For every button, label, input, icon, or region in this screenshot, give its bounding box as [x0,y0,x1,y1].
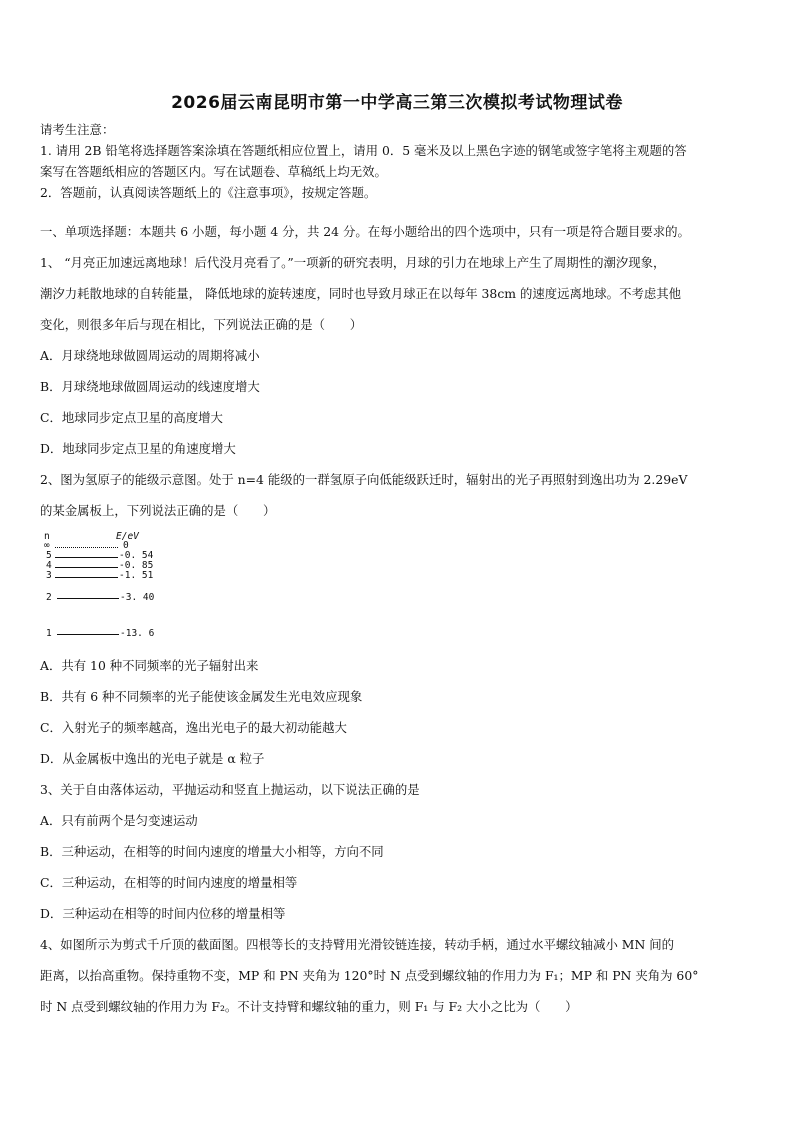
q2-option-a: A．共有 10 种不同频率的光子辐射出来 [40,658,259,673]
level-e-2: -3. 40 [120,592,155,603]
q1-option-d: D．地球同步定点卫星的角速度增大 [40,441,236,456]
n-axis-label: n [44,531,50,542]
q4-stem-line1: 4、如图所示为剪式千斤顶的截面图。四根等长的支持臂用光滑铰链连接，转动手柄，通过水平螺纹轴减小 MN 间的 [40,937,675,952]
q2-option-c: C．入射光子的频率越高，逸出光电子的最大初动能越大 [40,720,347,735]
q2-option-b: B．共有 6 种不同频率的光子能使该金属发生光电效应现象 [40,689,363,704]
q1-stem-line3: 变化，则很多年后与现在相比，下列说法正确的是（ ） [40,317,363,332]
page-title: 2026届云南昆明市第一中学高三第三次模拟考试物理试卷 [171,93,623,113]
level-e-4: -0. 85 [119,560,154,571]
level-e-3: -1. 51 [119,570,154,581]
q1-option-a: A．月球绕地球做圆周运动的周期将减小 [40,348,260,363]
level-line-4 [55,567,118,568]
notice-item-1b: 案写在答题纸相应的答题区内。写在试题卷、草稿纸上均无效。 [40,164,387,179]
level-e-1: -13. 6 [120,628,155,639]
level-n-2: 2 [46,592,52,603]
q3-option-b: B．三种运动，在相等的时间内速度的增量大小相等，方向不同 [40,844,384,859]
q3-option-c: C．三种运动，在相等的时间内速度的增量相等 [40,875,298,890]
level-n-3: 3 [46,570,52,581]
level-n-5: 5 [46,550,52,561]
section-heading: 一、单项选择题：本题共 6 小题，每小题 4 分，共 24 分。在每小题给出的四个选项中，只有一项是符合题目要求的。 [40,224,690,239]
q2-stem-line1: 2、图为氢原子的能级示意图。处于 n=4 能级的一群氢原子向低能级跃迁时，辐射出的光子再照射到逸出功为 2.29eV [40,472,688,487]
level-n-1: 1 [46,628,52,639]
notice-item-1a: 1. 请用 2B 铅笔将选择题答案涂填在答题纸相应位置上，请用 0．5 毫米及以上黑色字迹的钢笔或签字笔将主观题的答 [40,143,687,158]
q2-stem-line2: 的某金属板上，下列说法正确的是（ ） [40,503,276,518]
energy-axis-label: E/eV [116,531,139,542]
level-e-inf: 0 [123,540,129,551]
level-line-3 [55,577,118,578]
q3-option-d: D．三种运动在相等的时间内位移的增量相等 [40,906,286,921]
level-n-inf: ∞ [44,540,50,551]
q2-option-d: D．从金属板中逸出的光电子就是 α 粒子 [40,751,265,766]
q1-option-b: B．月球绕地球做圆周运动的线速度增大 [40,379,260,394]
notice-item-2: 2．答题前，认真阅读答题纸上的《注意事项》，按规定答题。 [40,185,377,200]
q1-stem-line2: 潮汐力耗散地球的自转能量， 降低地球的旋转速度，同时也导致月球正在以每年 38cm 的速度远离地球。不考虑其他 [40,286,682,301]
q1-option-c: C．地球同步定点卫星的高度增大 [40,410,223,425]
q3-stem: 3、关于自由落体运动，平抛运动和竖直上抛运动，以下说法正确的是 [40,782,420,797]
level-e-5: -0. 54 [119,550,154,561]
q4-stem-line3: 时 N 点受到螺纹轴的作用力为 F₂。不计支持臂和螺纹轴的重力，则 F₁ 与 F₂ 大小之比为（ ） [40,999,578,1014]
level-n-4: 4 [46,560,52,571]
level-line-inf [55,547,118,548]
notice-heading: 请考生注意： [40,122,115,137]
level-line-2 [57,598,119,599]
q4-stem-line2: 距离，以抬高重物。保持重物不变，MP 和 PN 夹角为 120°时 N 点受到螺纹轴的作用力为 F₁；MP 和 PN 夹角为 60° [40,968,699,983]
level-line-5 [55,557,118,558]
q1-stem-line1: 1、 “月亮正加速远离地球！后代没月亮看了。”一项新的研究表明，月球的引力在地球上产生了周期性的潮汐现象， [40,255,666,270]
q3-option-a: A．只有前两个是匀变速运动 [40,813,198,828]
level-line-1 [57,634,119,635]
